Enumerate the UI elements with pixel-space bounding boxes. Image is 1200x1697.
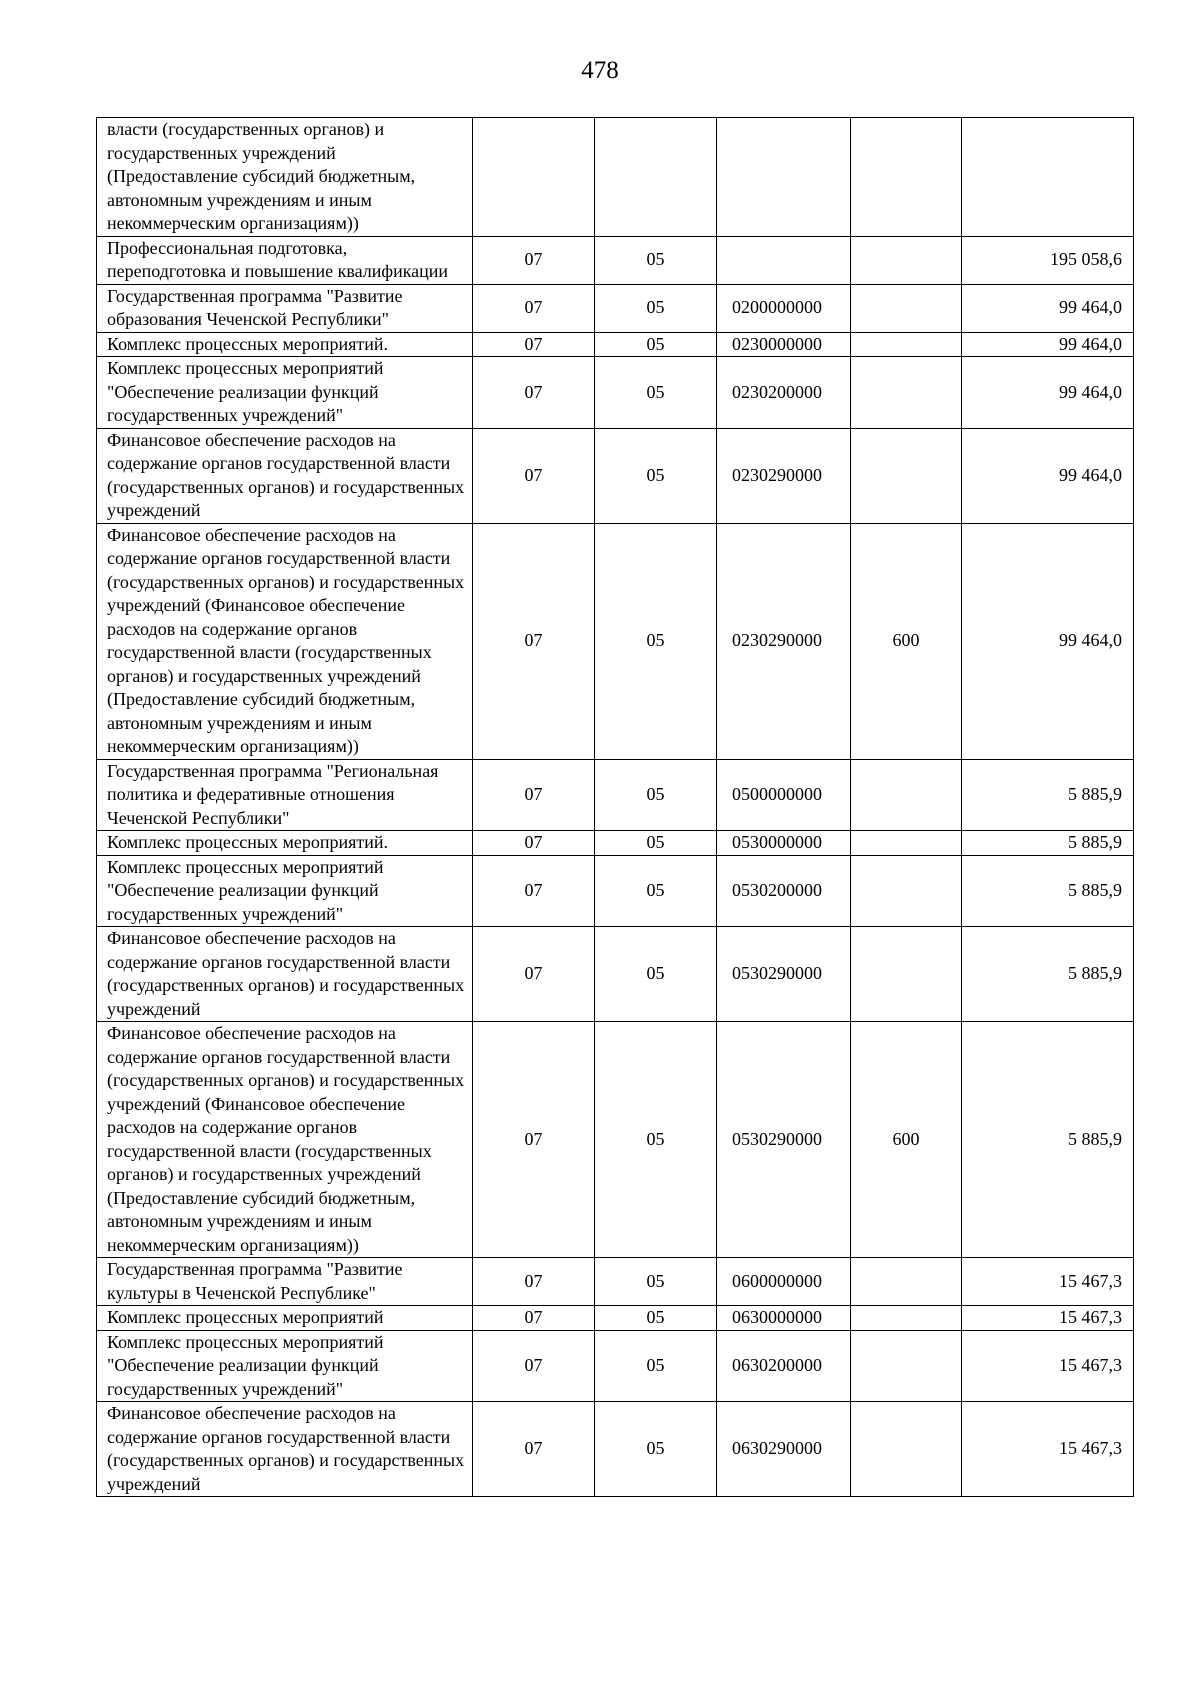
row-section (473, 118, 595, 237)
row-target-item: 0630000000 (717, 1306, 851, 1331)
table-row (97, 118, 1134, 237)
row-name: Финансовое обеспечение расходов на содержание органов государственной власти (государственных органов) и государственных учреждений (Финансовое обеспечение расходов на содержание органов государственной власти (государственных органов) и государственных учреждений (Предоставление субсидий бюджетным, автономным учреждениям и иным некоммерческим организациям)) (97, 1022, 473, 1258)
row-expense-type (851, 759, 962, 831)
row-amount: 15 467,3 (962, 1258, 1134, 1306)
row-target-item: 0230200000 (717, 357, 851, 429)
row-name: Государственная программа "Развитие культуры в Чеченской Республике" (97, 1258, 473, 1306)
row-target-item: 0530000000 (717, 831, 851, 856)
row-expense-type: 600 (851, 1022, 962, 1258)
row-section: 07 (473, 831, 595, 856)
row-subsection: 05 (595, 236, 717, 284)
row-subsection: 05 (595, 1022, 717, 1258)
row-target-item (717, 118, 851, 237)
row-name: Комплекс процессных мероприятий (97, 1306, 473, 1331)
row-expense-type (851, 332, 962, 357)
table-row (97, 759, 1134, 831)
row-subsection: 05 (595, 927, 717, 1022)
table-row (97, 284, 1134, 332)
row-amount (962, 118, 1134, 237)
row-target-item: 0230000000 (717, 332, 851, 357)
row-subsection: 05 (595, 1402, 717, 1497)
row-target-item: 0630200000 (717, 1330, 851, 1402)
row-amount: 195 058,6 (962, 236, 1134, 284)
row-amount: 15 467,3 (962, 1402, 1134, 1497)
row-section: 07 (473, 332, 595, 357)
row-amount: 5 885,9 (962, 1022, 1134, 1258)
row-name: Комплекс процессных мероприятий "Обеспечение реализации функций государственных учреждений" (97, 855, 473, 927)
row-name: Финансовое обеспечение расходов на содержание органов государственной власти (государственных органов) и государственных учреждений (Финансовое обеспечение расходов на содержание органов государственной власти (государственных органов) и государственных учреждений (Предоставление субсидий бюджетным, автономным учреждениям и иным некоммерческим организациям)) (97, 523, 473, 759)
row-name: Комплекс процессных мероприятий "Обеспечение реализации функций государственных учреждений" (97, 357, 473, 429)
row-expense-type (851, 236, 962, 284)
row-name: Государственная программа "Региональная политика и федеративные отношения Чеченской Республики" (97, 759, 473, 831)
row-expense-type (851, 855, 962, 927)
row-subsection: 05 (595, 1258, 717, 1306)
row-section: 07 (473, 855, 595, 927)
row-section: 07 (473, 236, 595, 284)
row-target-item: 0230290000 (717, 523, 851, 759)
row-target-item: 0600000000 (717, 1258, 851, 1306)
row-subsection: 05 (595, 1306, 717, 1331)
row-amount: 99 464,0 (962, 428, 1134, 523)
row-expense-type (851, 118, 962, 237)
budget-table-body (97, 118, 1134, 1497)
row-subsection: 05 (595, 855, 717, 927)
row-subsection: 05 (595, 1330, 717, 1402)
row-amount: 99 464,0 (962, 332, 1134, 357)
row-amount: 5 885,9 (962, 855, 1134, 927)
row-name: Комплекс процессных мероприятий. (97, 831, 473, 856)
row-name: Государственная программа "Развитие образования Чеченской Республики" (97, 284, 473, 332)
row-name: Комплекс процессных мероприятий. (97, 332, 473, 357)
row-subsection: 05 (595, 759, 717, 831)
row-target-item: 0230290000 (717, 428, 851, 523)
row-target-item: 0500000000 (717, 759, 851, 831)
row-amount: 99 464,0 (962, 523, 1134, 759)
row-subsection: 05 (595, 523, 717, 759)
table-row (97, 1330, 1134, 1402)
row-target-item: 0530290000 (717, 927, 851, 1022)
row-amount: 15 467,3 (962, 1330, 1134, 1402)
row-expense-type (851, 927, 962, 1022)
row-target-item (717, 236, 851, 284)
row-section: 07 (473, 428, 595, 523)
row-section: 07 (473, 357, 595, 429)
row-section: 07 (473, 1306, 595, 1331)
row-target-item: 0530290000 (717, 1022, 851, 1258)
row-name: Комплекс процессных мероприятий "Обеспечение реализации функций государственных учреждений" (97, 1330, 473, 1402)
table-row (97, 357, 1134, 429)
row-section: 07 (473, 284, 595, 332)
row-amount: 99 464,0 (962, 357, 1134, 429)
row-name: Финансовое обеспечение расходов на содержание органов государственной власти (государственных органов) и государственных учреждений (97, 428, 473, 523)
table-row (97, 236, 1134, 284)
row-expense-type (851, 284, 962, 332)
row-subsection: 05 (595, 831, 717, 856)
page-number: 478 (581, 57, 619, 84)
row-expense-type (851, 831, 962, 856)
row-name: Профессиональная подготовка, переподготовка и повышение квалификации (97, 236, 473, 284)
row-subsection: 05 (595, 428, 717, 523)
budget-table (96, 117, 1134, 1497)
table-row (97, 1022, 1134, 1258)
row-section: 07 (473, 1402, 595, 1497)
row-subsection: 05 (595, 332, 717, 357)
table-row (97, 428, 1134, 523)
row-expense-type: 600 (851, 523, 962, 759)
row-amount: 99 464,0 (962, 284, 1134, 332)
row-target-item: 0530200000 (717, 855, 851, 927)
table-row (97, 1402, 1134, 1497)
row-name: власти (государственных органов) и государственных учреждений (Предоставление субсидий бюджетным, автономным учреждениям и иным некоммерческим организациям)) (97, 118, 473, 237)
table-row (97, 332, 1134, 357)
row-subsection (595, 118, 717, 237)
table-row (97, 523, 1134, 759)
table-row (97, 831, 1134, 856)
row-section: 07 (473, 1258, 595, 1306)
row-subsection: 05 (595, 357, 717, 429)
row-expense-type (851, 1402, 962, 1497)
table-row (97, 1306, 1134, 1331)
row-section: 07 (473, 523, 595, 759)
row-name: Финансовое обеспечение расходов на содержание органов государственной власти (государственных органов) и государственных учреждений (97, 927, 473, 1022)
row-expense-type (851, 357, 962, 429)
row-amount: 15 467,3 (962, 1306, 1134, 1331)
row-target-item: 0200000000 (717, 284, 851, 332)
row-section: 07 (473, 759, 595, 831)
row-amount: 5 885,9 (962, 927, 1134, 1022)
row-target-item: 0630290000 (717, 1402, 851, 1497)
row-expense-type (851, 1306, 962, 1331)
row-amount: 5 885,9 (962, 759, 1134, 831)
row-section: 07 (473, 927, 595, 1022)
row-expense-type (851, 428, 962, 523)
row-subsection: 05 (595, 284, 717, 332)
table-row (97, 927, 1134, 1022)
row-section: 07 (473, 1330, 595, 1402)
row-section: 07 (473, 1022, 595, 1258)
table-row (97, 855, 1134, 927)
row-name: Финансовое обеспечение расходов на содержание органов государственной власти (государственных органов) и государственных учреждений (97, 1402, 473, 1497)
row-expense-type (851, 1258, 962, 1306)
row-expense-type (851, 1330, 962, 1402)
table-row (97, 1258, 1134, 1306)
row-amount: 5 885,9 (962, 831, 1134, 856)
